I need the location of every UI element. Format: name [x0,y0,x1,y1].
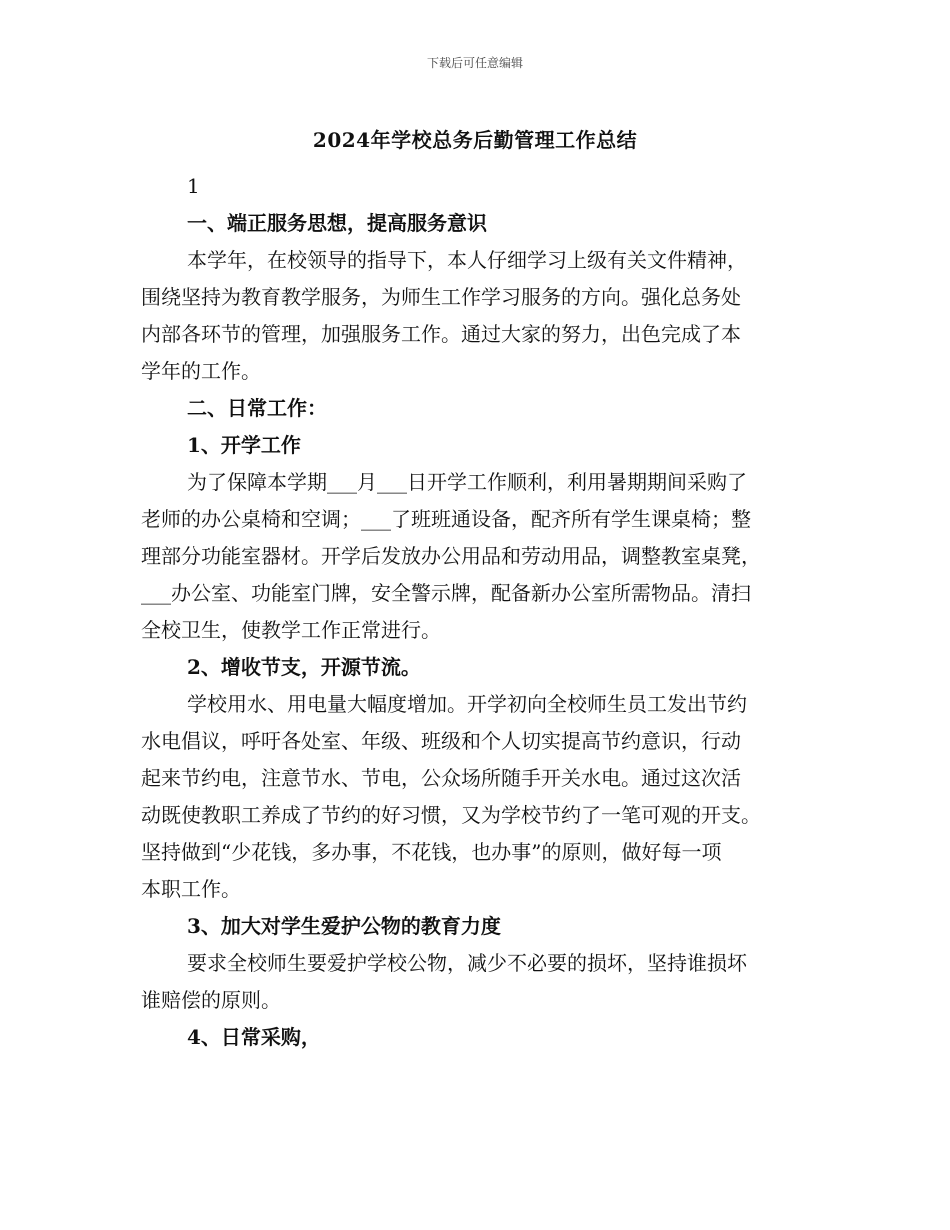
paragraph-line: 本学年，在校领导的指导下，本人仔细学习上级有关文件精神， [187,248,747,272]
paragraph-line: 坚持做到“少花钱，多办事，不花钱，也办事”的原则，做好每一项 [141,840,722,864]
paragraph-line: 谁赔偿的原则。 [141,988,281,1012]
item4-heading: 4、日常采购， [187,1025,321,1049]
paragraph-line: 起来节约电，注意节水、节电，公众场所随手开关水电。通过这次活 [141,766,741,790]
document-body [141,168,811,1056]
paragraph-line: 动既使教职工养成了节约的好习惯，又为学校节约了一笔可观的开支。 [141,803,761,827]
paragraph-line: 理部分功能室器材。开学后发放办公用品和劳动用品，调整教室桌凳， [141,544,761,568]
paragraph-line: 内部各环节的管理，加强服务工作。通过大家的努力，出色完成了本 [141,322,741,346]
paragraph-line: 为了保障本学期___月___日开学工作顺利，利用暑期期间采购了 [187,470,747,494]
paragraph-line: 本职工作。 [141,877,241,901]
item1-heading: 1、开学工作 [187,433,301,457]
paragraph-line: 全校卫生，使教学工作正常进行。 [141,618,441,642]
document-title: 2024年学校总务后勤管理工作总结 [312,128,638,152]
paragraph-line: 学校用水、用电量大幅度增加。开学初向全校师生员工发出节约 [187,692,747,716]
paragraph-line: 围绕坚持为教育教学服务，为师生工作学习服务的方向。强化总务处 [141,285,741,309]
section2-heading: 二、日常工作： [187,396,327,420]
section1-heading: 一、端正服务思想，提高服务意识 [187,211,487,235]
page-header-note: 下载后可任意编辑 [426,56,523,70]
paragraph-line: 水电倡议，呼吁各处室、年级、班级和个人切实提高节约意识，行动 [141,729,741,753]
item3-heading: 3、加大对学生爱护公物的教育力度 [187,914,501,938]
paragraph-line: 学年的工作。 [141,359,261,383]
paragraph-line: ___办公室、功能室门牌，安全警示牌，配备新办公室所需物品。清扫 [141,581,751,605]
paragraph-line: 老师的办公桌椅和空调；___了班班通设备，配齐所有学生课桌椅；整 [141,507,751,531]
paragraph-line: 要求全校师生要爱护学校公物，减少不必要的损坏，坚持谁损坏 [187,951,747,975]
section-number: 1 [187,174,200,198]
item2-heading: 2、增收节支，开源节流。 [187,655,421,679]
